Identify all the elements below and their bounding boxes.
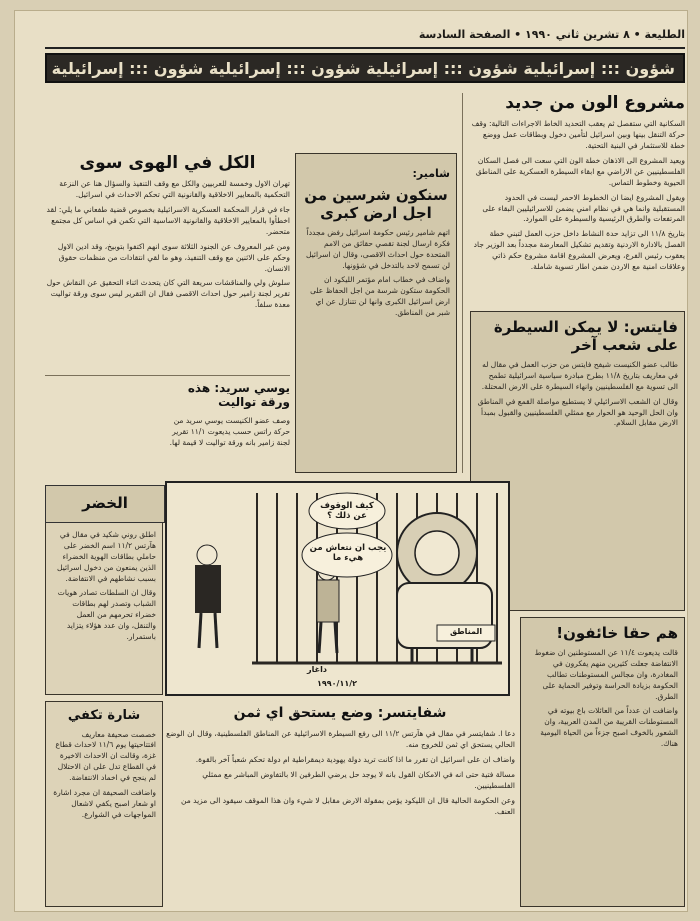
article-shamir-para-1: اتهم شامير رئيس حكومة اسرائيل رفض مجدداً فكرة ارسال لجنة تقصي حقائق من الامم المتحدة حول احداث الاقصى، وقال ان اسرائيل لن تسمح لاحد بالتدخل في شؤونها.	[305, 227, 450, 270]
article-uprising-para-1: خصصت صحيفة معاريف افتتاحيتها يوم ١١/٦ لاحداث قطاع غزة، وقالت ان الاحداث الاخيرة في القطاع تدل على ان الاحتلال لم ينجح في اخماد الانتفاضة.	[55, 729, 156, 783]
cartoon-date: ١٩٩٠/١١/٢	[317, 679, 358, 688]
article-pharaoh-para-1: طالب عضو الكنيست شيفح فايتس من حزب العمل في مقال له في معاريف بتاريخ ١١/٨ بطرح مبادرة سياسية اسرائيلية تطمح الى تسوية مع الفلسطينيين وانهاء السيطرة على الارض المحتلة.	[481, 360, 678, 391]
issue-line: الطليعة • ٨ تشرين ثاني ١٩٩٠ • الصفحة السادسة	[418, 28, 685, 41]
article-passion	[45, 153, 290, 373]
article-shamir-para-2: واضاف في خطاب امام مؤتمر الليكود ان الحكومة ستكون شرسة من اجل الحفاظ على ارض اسرائيل الكبرى وانها لن تتنازل عن اي شبر من المناطق.	[310, 275, 450, 318]
political-cartoon	[165, 481, 510, 696]
article-peace-para-2: ويعيد المشروع الى الاذهان خطة الون التي سعت الى فصل السكان الفلسطينيين عن الاراضي مع ابقاء السيطرة العسكرية على المناطق الحيوية وخطوط التماس.	[475, 156, 685, 187]
territories-label: المناطق	[449, 627, 483, 636]
article-pharaoh-para-2: وقال ان الشعب الاسرائيلي لا يستطيع مواصلة القمع في المناطق وان الحل الوحيد هو الحوار مع ممثلي الفلسطينيين والقبول بمبدأ الارض مقابل السلام.	[477, 396, 678, 428]
article-shamir-kicker: شامير:	[412, 167, 450, 180]
article-peace-para-4: بتاريخ ١١/٨ الى تزايد حدة النشاط داخل حزب العمل لتبني خطة الفصل بالادارة الاردنية وتقديم تشكيل المعارضة مجدداً بعد الوزير جاد يعقوب رئيس الفرع، ويعرض المشروع اقامة مشروع حكم ذاتي وعلاقات امنية مع الاردن ضمن اطار تسوية شاملة.	[473, 229, 685, 271]
article-uprising-title: شارة تكفي	[67, 708, 141, 723]
article-shafi-para-3: مسالة فتية حتى انه في الامكان القول بانه لا يوجد حل يرضي الطرفين الا بالتفاوض المباشر مع ممثلي الفلسطينيين.	[202, 769, 515, 790]
article-peace	[470, 93, 685, 303]
article-peace-para-3: ويقول المشروع ايضا ان الخطوط الاحمر ليست في الحدود المستقبلية وانما هي في نظام امني يضمن للاسرائيليين البقاء على المرتفعات والطرق الرئيسية والسيطرة على الموارد.	[482, 192, 685, 224]
article-afraid	[520, 617, 685, 907]
article-shafi-para-4: وعن الحكومة الحالية قال ان الليكود يؤمن بمقولة الارض مقابل لا شيء وان هذا الموقف سيقود الى مزيد من العنف.	[181, 795, 515, 816]
bubble-text-2: يجب ان نتعاش من هيء ما	[309, 543, 387, 563]
bubble-text-1: كيف الوقوف عن ذلك ؟	[320, 501, 374, 521]
article-shamir	[295, 153, 457, 473]
article-uprising-para-2: واضافت الصحيفة ان مجرد اشارة او شعار اصبح يكفي لاشعال المواجهات في الشوارع.	[53, 787, 156, 819]
article-yossi-para-1: وصف عضو الكنيست يوسي سريد من حركة راتس حسب يديعوت ١١/١ تقرير لجنة زامير بانه ورقة تواليت لا قيمة لها.	[169, 415, 290, 447]
section-rule	[45, 375, 290, 376]
newspaper-page	[14, 10, 688, 912]
article-green-para-1: اطلق روني شكيد في مقال في هآرتس ١١/٢ اسم الخضر على حاملي بطاقات الهوية الخضراء الذين يمنعون من دخول اسرائيل بسبب نشاطهم في الانتفاضة.	[57, 530, 156, 583]
article-passion-para-3: ومن غير المعروف عن الجنود الثلاثة سوى انهم اكتفوا بتوبيخ، وقد ادين الاول وحكم على الاثنين مع وقف التنفيذ، وهو ما لقي انتقادات من منظمات حقوق الانسان.	[57, 241, 290, 273]
article-passion-para-1: تهران الاول وخمسة للعربيين والكل مع وقف التنفيذ والسؤال هنا عن النزعة التحكمية بالمعايير الاخلاقية والقانونية التي تحكم الاحداث في اسرائيل.	[59, 179, 290, 200]
article-peace-para-1: السكانية التي ستفصل ثم يعقب التحديد الخاط الاجراءات التالية: وقف حركة التنقل بينها وبين اسرائيل لتأمين دخول وبطاقات عمل ووضع خطة للاستثمار في البنية التحتية.	[471, 119, 685, 151]
article-uprising	[45, 701, 163, 907]
article-afraid-title: هم حقا خائفون!	[556, 624, 678, 642]
article-peace-title: مشروع الون من جديد	[505, 93, 685, 113]
article-afraid-para-1: قالت يديعوت ١١/٤ عن المستوطنين ان ضغوط الانتفاضة جعلت كثيرين منهم يفكرون في المغادرة، وان مجالس المستوطنات تطالب الحكومة بزيادة الحراسة وتوفير الحماية على الطرق.	[534, 648, 678, 701]
article-shafi-title: شفايتسر: وضع يستحق اي ثمن	[233, 705, 447, 721]
article-passion-para-2: جاء في قرار المحكمة العسكرية الاسرائيلية بخصوص قضية طفعاني ما يلي: لقد اخطأوا بالمعايير الاخلاقية والقانونية الاساسية التي تكمن في اساس كل مجتمع متحضر.	[46, 205, 290, 236]
article-green-para-2: وقال ان السلطات تصادر هويات الشباب وتصدر لهم بطاقات خضراء تحرمهم من العمل والتنقل، وان عدد هؤلاء يتزايد باستمرار.	[57, 588, 156, 641]
masthead	[45, 25, 685, 49]
section-banner: شؤون ::: إسرائيلية شؤون ::: إسرائيلية شؤون ::: إسرائيلية شؤون ::: إسرائيلية	[45, 53, 685, 83]
article-yossi	[165, 381, 290, 476]
article-shafi-para-1: دعا ا. شفايتسر في مقال في هآرتس ١١/٢ الى رفع السيطرة الاسرائيلية عن المناطق الفلسطينية، وقال ان الوضع الحالي يستحق اي ثمن للخروج منه.	[166, 729, 515, 750]
article-shafi	[165, 703, 515, 908]
article-passion-title: الكل في الهوى سوى	[79, 153, 256, 173]
cartoonist-signature: داغار	[307, 665, 327, 674]
article-passion-para-4: سلوش ولي والمناقشات سريعة التي كان يتحدث اثناء التحقيق عن النقاش حول تقرير لجنة زامير حول احداث الاقصى فقال ان التقرير ليس سوى ورقة تواليت معدة سلفاً.	[46, 278, 290, 310]
article-green-title: الخضر	[45, 485, 165, 523]
article-pharaoh-title: فايتس: لا يمكن السيطرة على شعب آخر	[493, 318, 678, 354]
article-shamir-title: سنكون شرسين من اجل ارض كبرى	[304, 185, 448, 222]
article-yossi-title: يوسي سريد: هذه ورقة تواليت	[187, 381, 290, 410]
article-shafi-para-2: واضاف ان على اسرائيل ان تقرر ما اذا كانت تريد دولة يهودية ديمقراطية ام دولة تحكم شعباً آخر بالقوة.	[195, 755, 515, 765]
column-rule	[462, 93, 463, 473]
article-afraid-para-2: واضافت ان عدداً من العائلات باع بيوته في المستوطنات القريبة من المدن العربية، وان الشعور بالخوف اصبح جزءاً من الحياة اليومية هناك.	[540, 706, 678, 748]
